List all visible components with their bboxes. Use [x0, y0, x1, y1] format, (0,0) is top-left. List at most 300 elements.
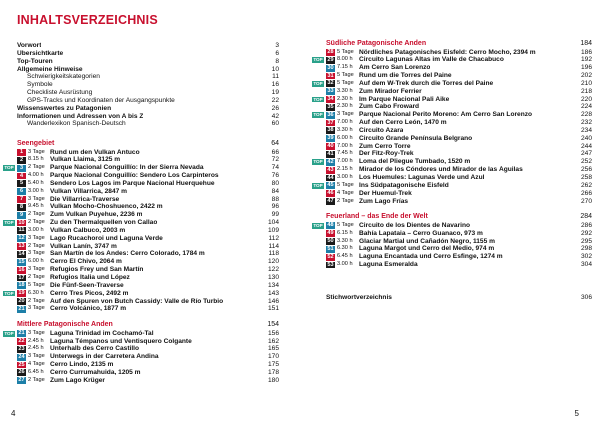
tour-duration: 3 Tage — [337, 111, 354, 118]
tour-page: 175 — [267, 361, 279, 369]
tour-entry — [4, 289, 279, 298]
tour-duration: 8.15 h — [28, 156, 44, 163]
toc-entry — [17, 97, 279, 105]
tour-number: 40 — [327, 143, 334, 150]
index-label: Stichwortverzeichnis — [326, 294, 392, 301]
tour-duration: 3 Tage — [28, 148, 45, 155]
tour-number: 3 — [17, 165, 26, 172]
section-heading-page: 184 — [580, 40, 592, 47]
tour-entry — [4, 219, 279, 227]
tour-name: Zum Mirador Ferrier — [359, 87, 422, 95]
tour-number: 2 — [17, 157, 26, 164]
tour-name: Zum Cerro Torre — [359, 142, 411, 150]
tour-page: 134 — [267, 281, 279, 289]
tour-name: Nördliches Patagonisches Eisfeld: Cerro Mocho, 2394 m — [359, 48, 536, 56]
tour-page: 99 — [271, 211, 279, 219]
tour-page: 252 — [580, 158, 592, 166]
tour-duration: 2.30 h — [337, 103, 353, 110]
index-page: 306 — [580, 294, 592, 301]
tour-entry — [17, 235, 279, 243]
toc-entry-label: Symbole — [27, 81, 53, 89]
tour-name: Cerro El Chivo, 2064 m — [50, 258, 122, 266]
tour-page: 262 — [580, 181, 592, 189]
section-heading — [17, 321, 279, 330]
tour-duration: 6.45 h — [28, 368, 44, 375]
tour-entry — [326, 127, 592, 135]
tour-name: Auf den Spuren von Butch Cassidy: Valle de Río Turbio — [50, 297, 224, 305]
tour-number: 21 — [18, 305, 25, 312]
tour-number: 32 — [327, 80, 334, 87]
tour-entry — [326, 174, 592, 182]
tour-name: Glaciar Martial und Cañadón Negro, 1155 m — [359, 237, 495, 245]
tour-number: 24 — [18, 353, 25, 360]
tour-number: 26 — [18, 369, 25, 376]
tour-entry — [17, 156, 279, 164]
section-spacer — [17, 313, 279, 321]
tour-entry — [17, 196, 279, 204]
tour-duration: 7.15 h — [337, 64, 353, 71]
tour-number: 21 — [18, 330, 25, 337]
tour-name: Laguna Margot und Cerro del Medio, 974 m — [359, 245, 495, 253]
tour-entry — [17, 258, 279, 266]
tour-name: Am Cerro San Lorenzo — [359, 64, 431, 72]
tour-entry — [17, 282, 279, 290]
toc-entry — [17, 58, 279, 66]
section-heading-page: 284 — [580, 213, 592, 221]
toc-entry-page: 6 — [275, 49, 279, 57]
toc-entry-page: 26 — [271, 104, 279, 112]
toc-entry-label: Übersichtkarte — [17, 49, 64, 57]
tour-entry — [17, 180, 279, 188]
tour-name: Auf dem W-Trek durch die Torres del Paine — [359, 79, 494, 87]
tour-duration: 7.00 h — [337, 119, 353, 126]
top-badge: TOP — [4, 330, 14, 336]
tour-page: 109 — [267, 226, 279, 234]
tour-page: 146 — [267, 297, 279, 305]
tour-duration: 3 Tage — [28, 195, 45, 202]
tour-entry — [17, 243, 279, 251]
toc-entry — [17, 105, 279, 113]
section-heading — [326, 213, 592, 222]
tour-number: 20 — [18, 298, 25, 305]
tour-name: Die Villarrica-Traverse — [50, 195, 120, 203]
tour-number: 34 — [327, 96, 334, 103]
tour-entry — [17, 353, 279, 361]
tour-page: 74 — [271, 164, 279, 172]
tour-entry — [17, 211, 279, 219]
tour-duration: 5.40 h — [28, 179, 44, 186]
tour-name: Cerro Volcánico, 1877 m — [50, 305, 127, 313]
page-title: INHALTSVERZEICHNIS — [17, 13, 158, 27]
tour-entry — [326, 64, 592, 72]
tour-name: Mirador de los Cóndores und Mirador de las Águilas — [359, 166, 523, 174]
section-heading — [17, 140, 279, 149]
tour-name: Laguna Témpanos und Ventisquero Colgante — [50, 337, 192, 345]
tour-number: 6 — [17, 188, 26, 195]
toc-entry-label: Top-Touren — [17, 57, 53, 65]
tour-name: Vulkan Llaima, 3125 m — [50, 156, 121, 164]
toc-entry-page: 3 — [275, 42, 279, 49]
tour-page: 258 — [580, 174, 592, 181]
tour-number: 8 — [17, 204, 26, 211]
tour-page: 220 — [580, 95, 592, 103]
tour-number: 49 — [327, 230, 334, 237]
tour-number: 5 — [17, 180, 26, 187]
top-badge: TOP — [313, 80, 323, 86]
tour-page: 210 — [580, 79, 592, 87]
tour-name: Loma del Pliegue Tumbado, 1520 m — [359, 158, 471, 166]
tour-number: 25 — [18, 361, 25, 368]
tour-duration: 7.00 h — [337, 142, 353, 149]
tour-duration: 6.00 h — [28, 258, 44, 265]
tour-duration: 2 Tage — [28, 376, 45, 383]
tour-page: 72 — [271, 156, 279, 164]
toc-entry-label: Informationen und Adressen von A bis Z — [17, 112, 144, 120]
tour-duration: 3.30 h — [337, 237, 353, 244]
tour-entry — [313, 111, 592, 119]
tour-name: Rund um die Torres del Paine — [359, 72, 452, 80]
tour-number: 12 — [18, 235, 25, 242]
tour-name: Cerro Currumahuida, 1205 m — [50, 368, 141, 376]
tour-page: 118 — [268, 250, 279, 258]
tour-name: Laguna Esmeralda — [359, 261, 418, 269]
toc-general — [17, 42, 279, 128]
tour-page: 232 — [580, 119, 592, 127]
tour-duration: 2 Tage — [28, 242, 45, 249]
toc-entry-page: 10 — [271, 65, 279, 73]
tour-number: 30 — [327, 64, 334, 71]
section-heading-label: Feuerland – das Ende der Welt — [326, 213, 428, 221]
tour-entry — [313, 221, 592, 230]
tour-page: 130 — [267, 274, 279, 281]
section-spacer — [326, 205, 592, 213]
tour-name: Vulkan Mocho-Choshuenco, 2422 m — [50, 203, 163, 211]
tour-entry — [326, 49, 592, 57]
tour-number: 4 — [17, 173, 26, 180]
tour-page: 143 — [267, 289, 279, 297]
toc-entry-label: Vorwort — [17, 42, 42, 49]
tour-number: 9 — [17, 212, 26, 219]
toc-entry — [17, 73, 279, 81]
toc-entry — [17, 81, 279, 89]
tour-duration: 2 Tage — [337, 197, 354, 204]
tour-page: 196 — [580, 64, 592, 72]
tour-page: 120 — [267, 258, 279, 266]
toc-entry — [17, 66, 279, 74]
tour-number: 19 — [18, 290, 25, 297]
tour-name: Los Huemules: Lagunas Verde und Azul — [359, 174, 485, 181]
tour-number: 15 — [18, 258, 25, 265]
tour-name: Laguna Encantada und Cerro Esfinge, 1274 m — [359, 253, 503, 261]
top-badge: TOP — [4, 165, 14, 171]
tour-duration: 3.00 h — [28, 187, 44, 194]
tour-name: Circuito Grande Península Belgrano — [359, 134, 473, 142]
tour-number: 51 — [327, 245, 334, 252]
section-heading-label: Südliche Patagonische Anden — [326, 40, 427, 47]
tour-name: Unterwegs in der Carretera Andina — [50, 353, 159, 361]
tour-page: 96 — [271, 203, 279, 211]
toc-sections-left — [4, 140, 279, 385]
toc-entry-page: 42 — [271, 112, 279, 120]
toc-entry — [17, 42, 279, 50]
tour-name: Circuito de los Dientes de Navarino — [359, 221, 471, 229]
tour-entry — [326, 238, 592, 246]
tour-duration: 3 Tage — [28, 353, 45, 360]
tour-number: 46 — [327, 190, 334, 197]
tour-duration: 9.45 h — [28, 203, 44, 210]
tour-page: 192 — [580, 56, 592, 64]
toc-entry-label: Schwierigkeitskategorien — [27, 73, 100, 81]
tour-name: Vulkan Lanín, 3747 m — [50, 242, 117, 250]
tour-page: 76 — [271, 172, 279, 180]
tour-entry — [17, 305, 279, 313]
tour-name: Zum Lago Krüger — [50, 376, 105, 384]
tour-name: Auf den Cerro León, 1470 m — [359, 119, 447, 127]
tour-page: 218 — [580, 87, 592, 95]
tour-entry — [326, 253, 592, 261]
tour-name: Im Parque Nacional Pali Aike — [359, 95, 450, 103]
tour-number: 10 — [18, 219, 25, 226]
tour-number: 17 — [18, 274, 25, 281]
tour-entry — [17, 227, 279, 235]
tour-name: Parque Nacional Conguillío: Sendero Los Carpinteros — [50, 172, 219, 180]
tour-duration: 4 Tage — [28, 361, 45, 368]
tour-number: 41 — [327, 150, 334, 157]
tour-duration: 6.00 h — [337, 134, 353, 141]
tour-duration: 5 Tage — [337, 48, 354, 55]
tour-duration: 3 Tage — [28, 250, 45, 257]
tour-page: 151 — [267, 305, 279, 313]
toc-entry-label: Wissenswertes zu Patagonien — [17, 104, 112, 112]
tour-duration: 2.45 h — [28, 345, 44, 352]
tour-entry — [326, 230, 592, 238]
tour-entry — [326, 119, 592, 127]
tour-name: Parque Nacional Perito Moreno: Am Cerro San Lorenzo — [359, 111, 533, 119]
tour-entry — [326, 143, 592, 151]
toc-entry-label: Wanderlexikon Spanisch-Deutsch — [27, 120, 126, 128]
tour-page: 224 — [580, 103, 592, 111]
tour-duration: 7.45 h — [337, 150, 353, 157]
tour-page: 298 — [580, 245, 592, 253]
tour-page: 66 — [271, 148, 279, 156]
tour-entry — [313, 56, 592, 64]
tour-duration: 2.15 h — [337, 166, 353, 173]
tour-name: Unterhalb des Cerro Castillo — [50, 345, 140, 353]
tour-duration: 2 Tage — [28, 297, 45, 304]
tour-name: Zum Lago Frías — [359, 197, 409, 205]
toc-entry-page: 16 — [271, 81, 279, 89]
tour-page: 84 — [271, 187, 279, 195]
toc-entry-label: Allgemeine Hinweise — [17, 65, 83, 73]
tour-page: 112 — [268, 234, 279, 242]
tour-page: 88 — [271, 195, 279, 203]
section-heading-label: Seengebiet — [17, 140, 55, 147]
tour-duration: 7.00 h — [337, 158, 353, 165]
tour-duration: 6.30 h — [337, 245, 353, 252]
page-number-right: 5 — [574, 409, 579, 418]
tour-duration: 8.00 h — [337, 56, 353, 63]
tour-number: 35 — [327, 103, 334, 110]
tour-entry — [326, 198, 592, 206]
right-page — [300, 0, 600, 428]
tour-name: Vulkan Calbuco, 2003 m — [50, 226, 126, 234]
tour-name: Parque Nacional Conguillío: In der Sierra Nevada — [50, 164, 204, 172]
tour-entry — [326, 166, 592, 174]
tour-duration: 2 Tage — [28, 219, 45, 226]
tour-duration: 2 Tage — [28, 164, 45, 171]
tour-duration: 6.45 h — [337, 253, 353, 260]
tour-number: 1 — [17, 149, 26, 156]
tour-name: Zu den Thermalquellen von Callao — [50, 219, 158, 227]
tour-number: 23 — [18, 345, 25, 352]
tour-number: 29 — [327, 56, 334, 63]
tour-entry — [17, 149, 279, 157]
top-badge: TOP — [313, 112, 323, 118]
tour-duration: 3 Tage — [28, 329, 45, 336]
tour-duration: 2.45 h — [28, 337, 44, 344]
tour-duration: 6.15 h — [337, 229, 353, 236]
tour-number: 45 — [327, 182, 334, 189]
tour-entry — [313, 181, 592, 190]
tour-entry — [313, 79, 592, 88]
toc-entry-label: GPS-Tracks und Koordinaten der Ausgangspunkte — [27, 96, 175, 104]
tour-page: 234 — [580, 126, 592, 134]
tour-number: 36 — [327, 111, 334, 118]
tour-number: 42 — [327, 158, 334, 165]
top-badge: TOP — [4, 220, 14, 226]
tour-entry — [17, 188, 279, 196]
tour-entry — [17, 250, 279, 258]
tour-duration: 2 Tage — [28, 211, 45, 218]
tour-number: 31 — [327, 72, 334, 79]
tour-entry — [313, 158, 592, 166]
tour-page: 156 — [267, 329, 279, 337]
tour-entry — [17, 203, 279, 211]
tour-name: Lago Rucachoroi und Laguna Verde — [50, 234, 163, 242]
tour-entry — [17, 266, 279, 274]
tour-page: 302 — [580, 253, 592, 261]
tour-name: Rund um den Vulkan Antuco — [50, 148, 140, 156]
tour-number: 52 — [327, 253, 334, 260]
tour-page: 240 — [580, 134, 592, 142]
tour-name: Der Fitz-Roy-Trek — [359, 150, 414, 158]
tour-entry — [4, 329, 279, 338]
toc-entry — [17, 120, 279, 128]
tour-page: 104 — [267, 219, 279, 227]
tour-page: 114 — [268, 242, 279, 250]
top-badge: TOP — [313, 96, 323, 102]
tour-duration: 3.30 h — [337, 126, 353, 133]
tour-page: 286 — [580, 221, 592, 229]
index-entry — [326, 294, 592, 302]
tour-number: 14 — [18, 250, 25, 257]
toc-sections-right — [313, 40, 592, 269]
tour-duration: 3.00 h — [337, 174, 353, 180]
tour-page: 247 — [580, 150, 592, 158]
tour-name: Zum Cabo Froward — [359, 103, 420, 111]
top-badge: TOP — [313, 182, 323, 188]
toc-entry-page: 8 — [275, 57, 279, 65]
tour-entry — [17, 338, 279, 346]
tour-page: 304 — [580, 261, 592, 269]
tour-name: Sendero Los Lagos im Parque Nacional Huerquehue — [50, 179, 215, 187]
tour-name: Circuito Azara — [359, 126, 404, 134]
top-badge: TOP — [313, 159, 323, 165]
tour-duration: 3.00 h — [337, 261, 353, 268]
tour-duration: 3.30 h — [337, 87, 353, 94]
toc-entry-page: 22 — [271, 96, 279, 104]
tour-name: Bahía Lapataia – Cerro Guanaco, 973 m — [359, 229, 483, 237]
tour-entry — [4, 164, 279, 172]
tour-number: 22 — [18, 338, 25, 345]
tour-name: San Martín de los Andes: Cerro Colorado, 1784 m — [50, 250, 205, 258]
tour-duration: 2.30 h — [337, 95, 353, 102]
top-badge: TOP — [313, 57, 323, 63]
tour-duration: 5 Tage — [337, 181, 354, 188]
tour-duration: 3 Tage — [28, 305, 45, 312]
tour-duration: 5 Tage — [337, 79, 354, 86]
tour-duration: 5 Tage — [337, 221, 354, 228]
tour-name: Cerro Tres Picos, 2492 m — [50, 289, 129, 297]
top-badge: TOP — [4, 290, 14, 296]
tour-page: 170 — [267, 353, 279, 361]
tour-duration: 4 Tage — [337, 189, 354, 196]
tour-number: 43 — [327, 166, 334, 173]
tour-number: 7 — [17, 196, 26, 203]
tour-name: Der Huemul-Trek — [359, 189, 412, 197]
tour-page: 180 — [267, 376, 279, 384]
toc-entry — [17, 89, 279, 97]
tour-name: Refugios Italia und López — [50, 274, 130, 281]
tour-number: 47 — [327, 198, 334, 205]
tour-number: 44 — [327, 174, 334, 181]
tour-duration: 3 Tage — [28, 266, 45, 273]
tour-number: 38 — [327, 127, 334, 134]
tour-number: 48 — [327, 222, 334, 229]
tour-page: 186 — [580, 48, 592, 56]
tour-name: Die Fünf-Seen-Traverse — [50, 281, 124, 289]
tour-number: 28 — [327, 49, 334, 55]
tour-number: 13 — [18, 243, 25, 250]
tour-duration: 6.30 h — [28, 289, 44, 296]
tour-entry — [17, 172, 279, 180]
section-heading-label: Mittlere Patagonische Anden — [17, 321, 113, 329]
tour-entry — [326, 150, 592, 158]
tour-number: 37 — [327, 119, 334, 126]
tour-page: 270 — [580, 197, 592, 205]
tour-name: Circuito Lagunas Altas im Valle de Chacabuco — [359, 56, 504, 64]
tour-page: 256 — [580, 166, 592, 174]
toc-entry — [17, 113, 279, 121]
tour-entry — [17, 274, 279, 282]
tour-entry — [326, 103, 592, 111]
tour-name: Laguna Trinidad im Cochamó-Tal — [50, 329, 154, 337]
tour-page: 266 — [580, 189, 592, 197]
tour-page: 178 — [267, 368, 279, 376]
tour-number: 39 — [327, 135, 334, 142]
tour-number: 11 — [18, 227, 25, 234]
tour-page: 80 — [271, 179, 279, 187]
tour-entry — [17, 345, 279, 353]
toc-entry-page: 19 — [271, 89, 279, 97]
tour-duration: 2 Tage — [28, 274, 45, 280]
tour-duration: 3.00 h — [28, 226, 44, 233]
toc-entry-page: 60 — [271, 120, 279, 128]
tour-page: 162 — [267, 337, 279, 345]
tour-page: 295 — [580, 237, 592, 245]
tour-entry — [17, 377, 279, 385]
tour-number: 18 — [18, 282, 25, 289]
